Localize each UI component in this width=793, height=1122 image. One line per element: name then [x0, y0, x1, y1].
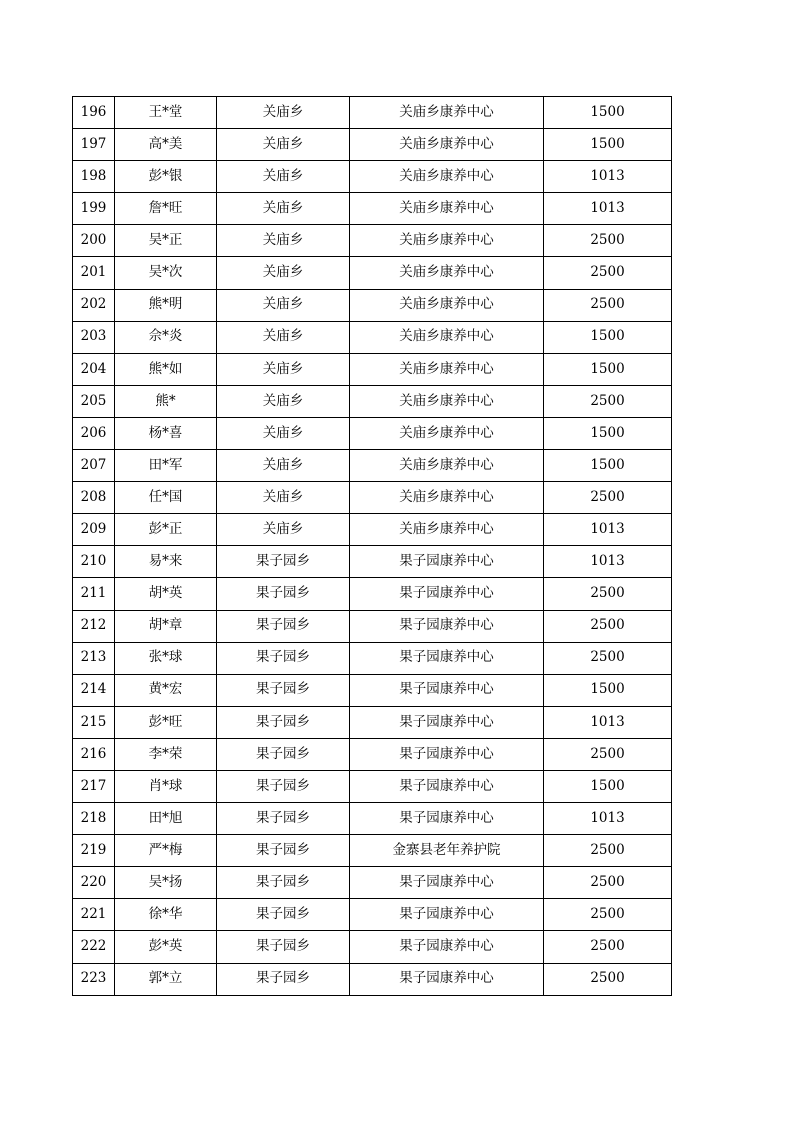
row-number-cell: 222 — [73, 931, 115, 963]
township-cell: 关庙乡 — [217, 385, 350, 417]
township-cell: 关庙乡 — [217, 417, 350, 449]
township-cell: 果子园乡 — [217, 578, 350, 610]
subsidy-amount-cell: 2500 — [544, 835, 672, 867]
subsidy-amount-cell: 1500 — [544, 353, 672, 385]
subsidy-amount-cell: 1500 — [544, 674, 672, 706]
row-number-cell: 212 — [73, 610, 115, 642]
township-cell: 关庙乡 — [217, 482, 350, 514]
care-institution-cell: 关庙乡康养中心 — [350, 417, 544, 449]
person-name-cell: 田*旭 — [115, 803, 217, 835]
row-number-cell: 217 — [73, 770, 115, 802]
table-row — [73, 642, 672, 674]
subsidy-amount-cell: 1013 — [544, 546, 672, 578]
subsidy-amount-cell: 2500 — [544, 642, 672, 674]
care-institution-cell: 关庙乡康养中心 — [350, 321, 544, 353]
care-institution-cell: 关庙乡康养中心 — [350, 289, 544, 321]
row-number-cell: 208 — [73, 482, 115, 514]
table-row — [73, 963, 672, 995]
person-name-cell: 彭*英 — [115, 931, 217, 963]
township-cell: 关庙乡 — [217, 257, 350, 289]
care-institution-cell: 果子园康养中心 — [350, 546, 544, 578]
subsidy-amount-cell: 1500 — [544, 450, 672, 482]
subsidy-amount-cell: 1500 — [544, 97, 672, 129]
table-row — [73, 129, 672, 161]
township-cell: 果子园乡 — [217, 867, 350, 899]
person-name-cell: 胡*英 — [115, 578, 217, 610]
person-name-cell: 肖*球 — [115, 770, 217, 802]
person-name-cell: 吴*扬 — [115, 867, 217, 899]
care-institution-cell: 金寨县老年养护院 — [350, 835, 544, 867]
person-name-cell: 徐*华 — [115, 899, 217, 931]
township-cell: 关庙乡 — [217, 289, 350, 321]
person-name-cell: 彭*旺 — [115, 706, 217, 738]
row-number-cell: 213 — [73, 642, 115, 674]
table-row — [73, 546, 672, 578]
row-number-cell: 220 — [73, 867, 115, 899]
care-institution-cell: 关庙乡康养中心 — [350, 514, 544, 546]
subsidy-amount-cell: 2500 — [544, 385, 672, 417]
person-name-cell: 彭*银 — [115, 161, 217, 193]
person-name-cell: 佘*炎 — [115, 321, 217, 353]
table-row — [73, 257, 672, 289]
township-cell: 果子园乡 — [217, 642, 350, 674]
table-row — [73, 803, 672, 835]
roster-table — [72, 96, 672, 996]
table-row — [73, 353, 672, 385]
person-name-cell: 严*梅 — [115, 835, 217, 867]
township-cell: 果子园乡 — [217, 835, 350, 867]
care-institution-cell: 果子园康养中心 — [350, 931, 544, 963]
township-cell: 果子园乡 — [217, 674, 350, 706]
subsidy-amount-cell: 1500 — [544, 770, 672, 802]
person-name-cell: 张*球 — [115, 642, 217, 674]
row-number-cell: 203 — [73, 321, 115, 353]
person-name-cell: 易*来 — [115, 546, 217, 578]
township-cell: 果子园乡 — [217, 899, 350, 931]
table-row — [73, 321, 672, 353]
row-number-cell: 206 — [73, 417, 115, 449]
row-number-cell: 207 — [73, 450, 115, 482]
subsidy-amount-cell: 2500 — [544, 257, 672, 289]
person-name-cell: 熊*如 — [115, 353, 217, 385]
row-number-cell: 201 — [73, 257, 115, 289]
township-cell: 关庙乡 — [217, 225, 350, 257]
table-row — [73, 97, 672, 129]
care-institution-cell: 果子园康养中心 — [350, 706, 544, 738]
township-cell: 果子园乡 — [217, 803, 350, 835]
table-row — [73, 482, 672, 514]
township-cell: 关庙乡 — [217, 129, 350, 161]
person-name-cell: 田*军 — [115, 450, 217, 482]
table-row — [73, 674, 672, 706]
township-cell: 关庙乡 — [217, 97, 350, 129]
row-number-cell: 198 — [73, 161, 115, 193]
person-name-cell: 彭*正 — [115, 514, 217, 546]
care-institution-cell: 关庙乡康养中心 — [350, 353, 544, 385]
person-name-cell: 熊* — [115, 385, 217, 417]
subsidy-amount-cell: 1013 — [544, 161, 672, 193]
subsidy-amount-cell: 2500 — [544, 931, 672, 963]
table-row — [73, 514, 672, 546]
township-cell: 关庙乡 — [217, 193, 350, 225]
person-name-cell: 郭*立 — [115, 963, 217, 995]
row-number-cell: 219 — [73, 835, 115, 867]
table-row — [73, 289, 672, 321]
roster-body — [73, 97, 672, 996]
row-number-cell: 205 — [73, 385, 115, 417]
person-name-cell: 詹*旺 — [115, 193, 217, 225]
table-row — [73, 578, 672, 610]
person-name-cell: 王*堂 — [115, 97, 217, 129]
subsidy-amount-cell: 1013 — [544, 193, 672, 225]
row-number-cell: 210 — [73, 546, 115, 578]
care-institution-cell: 果子园康养中心 — [350, 770, 544, 802]
row-number-cell: 196 — [73, 97, 115, 129]
row-number-cell: 200 — [73, 225, 115, 257]
subsidy-amount-cell: 2500 — [544, 738, 672, 770]
care-institution-cell: 关庙乡康养中心 — [350, 482, 544, 514]
subsidy-amount-cell: 2500 — [544, 899, 672, 931]
township-cell: 果子园乡 — [217, 931, 350, 963]
care-institution-cell: 关庙乡康养中心 — [350, 193, 544, 225]
row-number-cell: 202 — [73, 289, 115, 321]
subsidy-amount-cell: 2500 — [544, 578, 672, 610]
subsidy-amount-cell: 2500 — [544, 289, 672, 321]
subsidy-amount-cell: 2500 — [544, 867, 672, 899]
table-row — [73, 867, 672, 899]
care-institution-cell: 关庙乡康养中心 — [350, 450, 544, 482]
table-row — [73, 738, 672, 770]
subsidy-amount-cell: 2500 — [544, 482, 672, 514]
table-row — [73, 610, 672, 642]
subsidy-amount-cell: 1013 — [544, 803, 672, 835]
person-name-cell: 黄*宏 — [115, 674, 217, 706]
table-row — [73, 450, 672, 482]
table-row — [73, 385, 672, 417]
row-number-cell: 204 — [73, 353, 115, 385]
care-institution-cell: 果子园康养中心 — [350, 610, 544, 642]
person-name-cell: 熊*明 — [115, 289, 217, 321]
care-institution-cell: 果子园康养中心 — [350, 963, 544, 995]
table-row — [73, 417, 672, 449]
township-cell: 关庙乡 — [217, 450, 350, 482]
row-number-cell: 214 — [73, 674, 115, 706]
table-row — [73, 193, 672, 225]
person-name-cell: 李*荣 — [115, 738, 217, 770]
table-row — [73, 835, 672, 867]
township-cell: 果子园乡 — [217, 706, 350, 738]
care-institution-cell: 果子园康养中心 — [350, 674, 544, 706]
care-institution-cell: 果子园康养中心 — [350, 899, 544, 931]
table-row — [73, 899, 672, 931]
person-name-cell: 任*国 — [115, 482, 217, 514]
table-row — [73, 225, 672, 257]
care-institution-cell: 关庙乡康养中心 — [350, 161, 544, 193]
person-name-cell: 胡*章 — [115, 610, 217, 642]
subsidy-amount-cell: 1500 — [544, 129, 672, 161]
township-cell: 果子园乡 — [217, 738, 350, 770]
care-institution-cell: 关庙乡康养中心 — [350, 257, 544, 289]
care-institution-cell: 关庙乡康养中心 — [350, 129, 544, 161]
subsidy-amount-cell: 1500 — [544, 321, 672, 353]
row-number-cell: 223 — [73, 963, 115, 995]
care-institution-cell: 关庙乡康养中心 — [350, 385, 544, 417]
subsidy-amount-cell: 2500 — [544, 963, 672, 995]
row-number-cell: 197 — [73, 129, 115, 161]
care-institution-cell: 关庙乡康养中心 — [350, 225, 544, 257]
care-institution-cell: 关庙乡康养中心 — [350, 97, 544, 129]
township-cell: 果子园乡 — [217, 770, 350, 802]
care-institution-cell: 果子园康养中心 — [350, 867, 544, 899]
township-cell: 关庙乡 — [217, 321, 350, 353]
township-cell: 果子园乡 — [217, 963, 350, 995]
township-cell: 关庙乡 — [217, 161, 350, 193]
subsidy-amount-cell: 2500 — [544, 610, 672, 642]
subsidy-amount-cell: 1500 — [544, 417, 672, 449]
row-number-cell: 199 — [73, 193, 115, 225]
care-institution-cell: 果子园康养中心 — [350, 578, 544, 610]
subsidy-amount-cell: 1013 — [544, 514, 672, 546]
row-number-cell: 216 — [73, 738, 115, 770]
row-number-cell: 215 — [73, 706, 115, 738]
person-name-cell: 吴*次 — [115, 257, 217, 289]
table-row — [73, 161, 672, 193]
care-institution-cell: 果子园康养中心 — [350, 642, 544, 674]
person-name-cell: 杨*喜 — [115, 417, 217, 449]
row-number-cell: 218 — [73, 803, 115, 835]
township-cell: 关庙乡 — [217, 514, 350, 546]
subsidy-amount-cell: 1013 — [544, 706, 672, 738]
township-cell: 果子园乡 — [217, 610, 350, 642]
row-number-cell: 211 — [73, 578, 115, 610]
table-row — [73, 706, 672, 738]
care-institution-cell: 果子园康养中心 — [350, 803, 544, 835]
row-number-cell: 209 — [73, 514, 115, 546]
subsidy-amount-cell: 2500 — [544, 225, 672, 257]
person-name-cell: 吴*正 — [115, 225, 217, 257]
table-row — [73, 770, 672, 802]
township-cell: 关庙乡 — [217, 353, 350, 385]
care-institution-cell: 果子园康养中心 — [350, 738, 544, 770]
person-name-cell: 高*美 — [115, 129, 217, 161]
township-cell: 果子园乡 — [217, 546, 350, 578]
row-number-cell: 221 — [73, 899, 115, 931]
table-row — [73, 931, 672, 963]
